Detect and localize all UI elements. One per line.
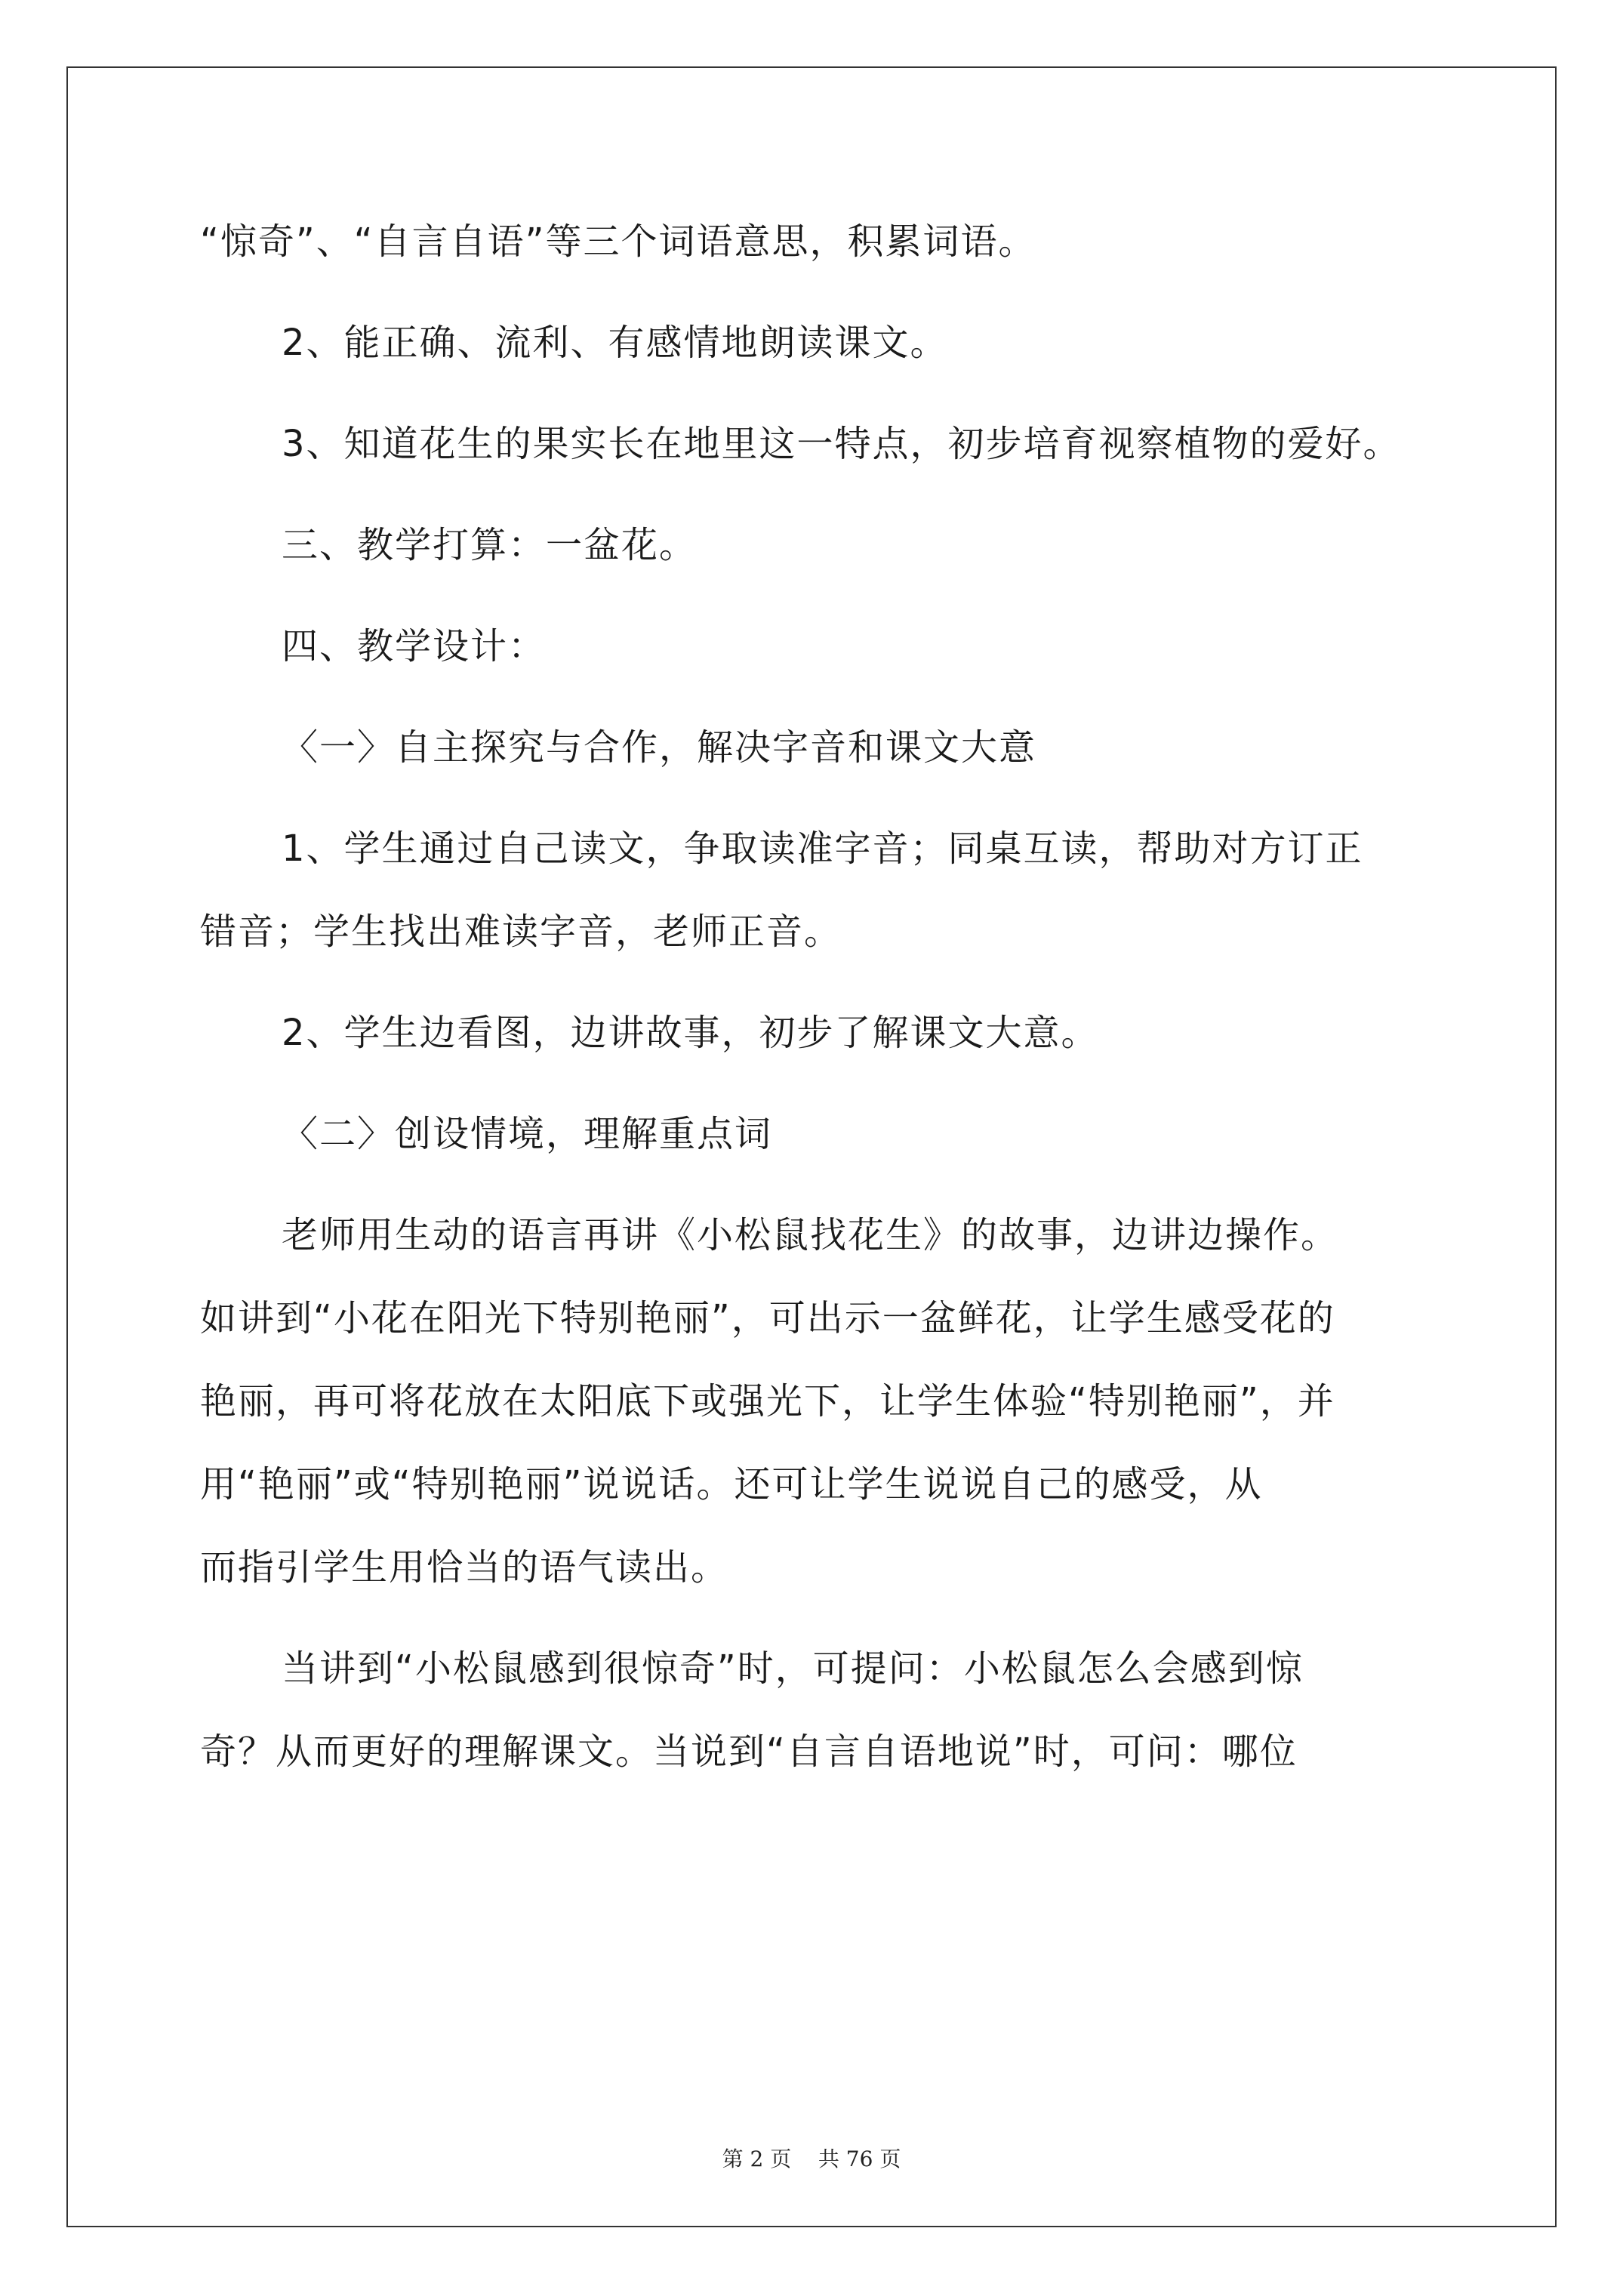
text-line: 用“艳丽”或“特别艳丽”说说话。还可让学生说说自己的感受，从 — [200, 1463, 1263, 1505]
paragraph — [200, 605, 1431, 688]
text-line: “惊奇”、“自言自语”等三个词语意思，积累词语。 — [200, 220, 1036, 263]
paragraph-gap — [200, 587, 1431, 605]
paragraph-gap — [200, 384, 1431, 402]
paragraph-gap — [200, 485, 1431, 504]
paragraph — [200, 706, 1431, 789]
text-line: 而指引学生用恰当的语气读出。 — [200, 1546, 729, 1589]
text-line: 奇？从而更好的理解课文。当说到“自言自语地说”时，可问：哪位 — [200, 1730, 1298, 1773]
document-body — [200, 200, 1431, 1793]
text-line: 2、能正确、流利、有感情地朗读课文。 — [282, 322, 948, 364]
page-number: 第 2 页 — [722, 2147, 792, 2171]
paragraph — [200, 1194, 1431, 1609]
paragraph — [200, 991, 1431, 1074]
text-line: 3、知道花生的果实长在地里这一特点，初步培育视察植物的爱好。 — [282, 423, 1401, 465]
paragraph — [200, 301, 1431, 384]
text-line: 2、学生边看图，边讲故事，初步了解课文大意。 — [282, 1012, 1099, 1054]
paragraph-gap — [200, 1176, 1431, 1194]
paragraph — [200, 807, 1431, 973]
paragraph-gap — [200, 1074, 1431, 1093]
text-line: 〈一〉自主探究与合作，解决字音和课文大意 — [282, 726, 1037, 769]
paragraph-gap — [200, 688, 1431, 706]
paragraph-gap — [200, 1609, 1431, 1627]
paragraph — [200, 200, 1431, 283]
paragraph-gap — [200, 283, 1431, 301]
text-line: 1、学生通过自己读文，争取读准字音；同桌互读，帮助对方订正 — [282, 827, 1363, 870]
paragraph-gap — [200, 789, 1431, 807]
text-line: 当讲到“小松鼠感到很惊奇”时，可提问：小松鼠怎么会感到惊 — [282, 1647, 1304, 1690]
text-line: 错音；学生找出难读字音，老师正音。 — [200, 911, 842, 953]
paragraph — [200, 504, 1431, 587]
paragraph-gap — [200, 973, 1431, 991]
page-total: 共 76 页 — [818, 2147, 901, 2171]
paragraph — [200, 1093, 1431, 1176]
text-line: 〈二〉创设情境，理解重点词 — [282, 1113, 773, 1155]
text-line: 如讲到“小花在阳光下特别艳丽”，可出示一盆鲜花，让学生感受花的 — [200, 1297, 1335, 1339]
text-line: 四、教学设计： — [282, 625, 547, 667]
paragraph — [200, 402, 1431, 485]
text-line: 三、教学打算：一盆花。 — [282, 524, 698, 566]
text-line: 艳丽，再可将花放在太阳底下或强光下，让学生体验“特别艳丽”，并 — [200, 1380, 1335, 1422]
paragraph — [200, 1627, 1431, 1793]
page-footer — [0, 2143, 1623, 2173]
text-line: 老师用生动的语言再讲《小松鼠找花生》的故事，边讲边操作。 — [282, 1214, 1339, 1256]
